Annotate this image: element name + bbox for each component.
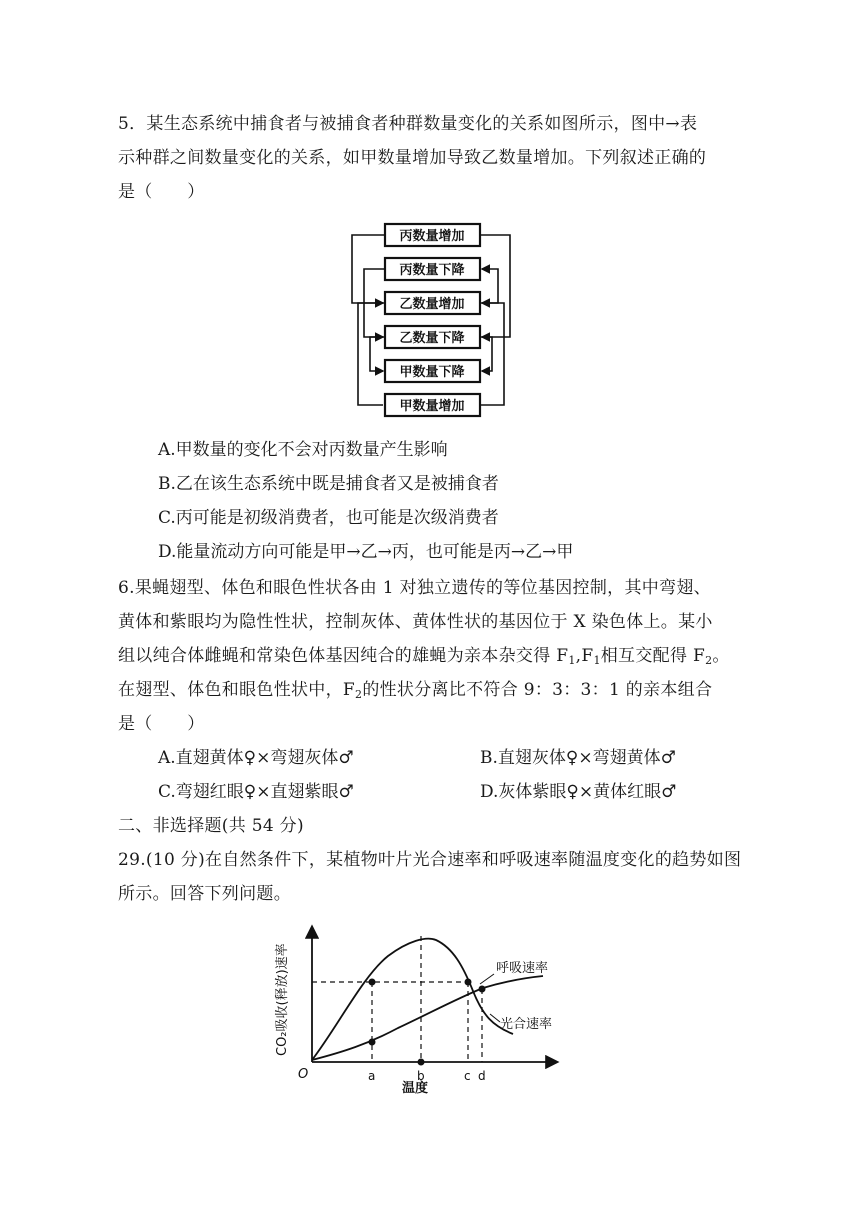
box-label: 乙数量下降	[399, 331, 465, 346]
x-axis-label: 温度	[402, 1081, 429, 1096]
q6-option-c: C.弯翅红眼♀×直翅紫眼♂	[158, 782, 354, 802]
tick-b: b	[417, 1069, 425, 1083]
section-heading: 二、非选择题(共 54 分)	[118, 816, 304, 836]
q6-option-a: A.直翅黄体♀×弯翅灰体♂	[158, 748, 354, 768]
q5-line-2: 示种群之间数量变化的关系，如甲数量增加导致乙数量增加。下列叙述正确的	[118, 148, 707, 168]
origin-label: O	[298, 1067, 309, 1082]
q6-line-1: 6.果蝇翅型、体色和眼色性状各由 1 对独立遗传的等位基因控制，其中弯翅、	[118, 578, 711, 598]
q6-line-3: 组以纯合体雌蝇和常染色体基因纯合的雄蝇为亲本杂交得 $F_1,F_1$相互交配得 $F_2$。	[118, 646, 730, 667]
curve-label-photosynthesis: 光合速率	[500, 1017, 553, 1032]
q6-line-4: 在翅型、体色和眼色性状中，$F_2$的性状分离比不符合 9：3：3：1 的亲本组合	[118, 680, 713, 701]
photosynthesis-curve	[312, 939, 513, 1060]
q6-option-b: B.直翅灰体♀×弯翅黄体♂	[480, 748, 676, 768]
box-label: 甲数量下降	[399, 365, 465, 380]
q5-option-c: C.丙可能是初级消费者，也可能是次级消费者	[158, 508, 499, 528]
q6-option-d: D.灰体紫眼♀×黄体红眼♂	[480, 782, 677, 802]
box-label: 甲数量增加	[399, 399, 465, 414]
q5-option-a: A.甲数量的变化不会对丙数量产生影响	[158, 440, 448, 460]
y-axis-label: CO₂吸收(释放)速率	[275, 943, 290, 1056]
q6-line-5: 是（ ）	[118, 714, 205, 734]
q6-line-2: 黄体和紫眼均为隐性性状，控制灰体、黄体性状的基因位于 X 染色体上。某小	[118, 612, 713, 632]
curve-label-respiration: 呼吸速率	[496, 961, 549, 976]
population-flow-diagram	[340, 218, 520, 428]
temperature-rate-graph	[268, 916, 568, 1096]
q5-line-3: 是（ ）	[118, 182, 205, 202]
box-label: 乙数量增加	[399, 297, 465, 312]
q5-option-d: D.能量流动方向可能是甲→乙→丙，也可能是丙→乙→甲	[158, 542, 574, 562]
box-label: 丙数量增加	[399, 229, 465, 244]
q29-line-2: 所示。回答下列问题。	[118, 884, 291, 904]
q5-line-1: 5．某生态系统中捕食者与被捕食者种群数量变化的关系如图所示，图中→表	[118, 114, 698, 134]
tick-a: a	[368, 1069, 376, 1083]
box-label: 丙数量下降	[399, 263, 465, 278]
tick-c: c	[464, 1069, 471, 1083]
tick-d: d	[478, 1069, 486, 1083]
q29-line-1: 29.(10 分)在自然条件下，某植物叶片光合速率和呼吸速率随温度变化的趋势如图	[118, 850, 742, 870]
q5-option-b: B.乙在该生态系统中既是捕食者又是被捕食者	[158, 474, 499, 494]
